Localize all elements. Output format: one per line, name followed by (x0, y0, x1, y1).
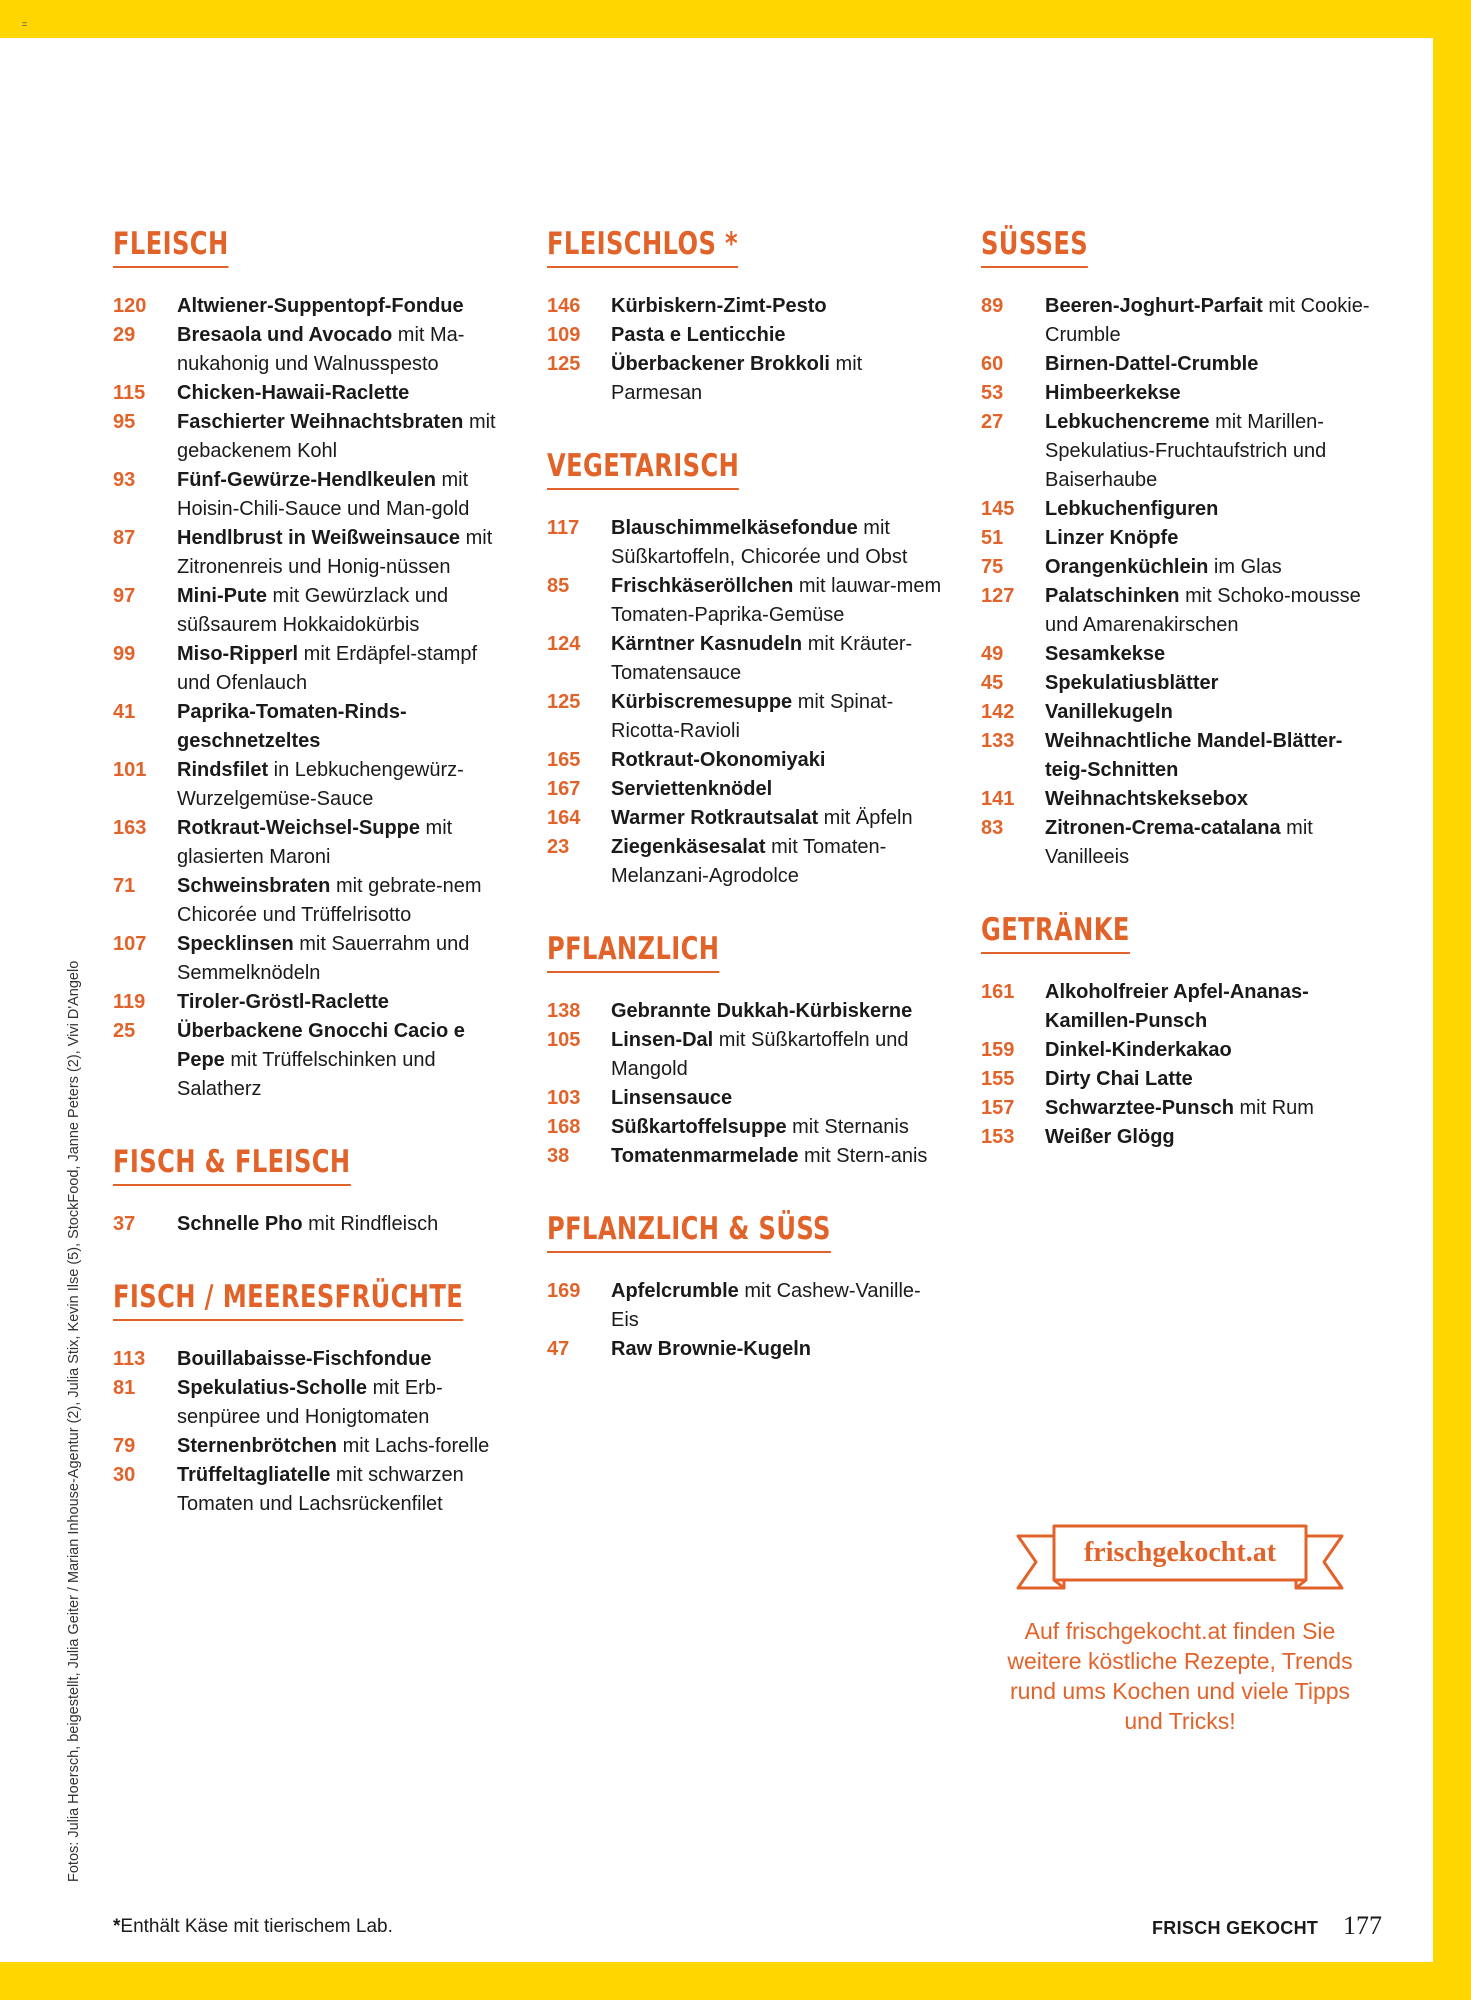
recipe-title (177, 640, 508, 698)
recipe-title (1045, 1036, 1232, 1065)
page-ref: 81 (113, 1377, 136, 1399)
recipe-entry (981, 379, 1381, 408)
page-ref: 103 (547, 1087, 581, 1109)
recipe-name: Weihnachtliche Mandel-Blätter-teig-Schnitten (1045, 730, 1343, 781)
recipe-title (177, 408, 508, 466)
recipe-entry (113, 408, 508, 466)
recipe-name: Palatschinken (1045, 585, 1180, 607)
recipe-title (611, 1084, 732, 1113)
recipe-title (611, 688, 947, 746)
recipe-entry (113, 1432, 508, 1461)
recipe-name: Miso-Ripperl (177, 643, 299, 665)
recipe-name: Altwiener-Suppentopf-Fondue (177, 295, 464, 317)
recipe-desc: mit Lachs-forelle (337, 1435, 490, 1457)
recipe-desc: mit Kräuter-Tomatensauce (611, 633, 913, 684)
page-ref: 25 (113, 1020, 136, 1042)
recipe-entry (113, 1345, 508, 1374)
page-ref: 49 (981, 643, 1004, 665)
recipe-name: Spekulatiusblätter (1045, 672, 1219, 694)
recipe-entry (981, 1065, 1381, 1094)
page-ref: 161 (981, 981, 1015, 1003)
recipe-title (611, 833, 947, 891)
recipe-title (611, 292, 827, 321)
recipe-title (611, 572, 947, 630)
recipe-desc: mit Erdäpfel-stampf und Ofenlauch (177, 643, 478, 694)
page-ref: 27 (981, 411, 1004, 433)
recipe-entry (113, 582, 508, 640)
recipe-name: Tiroler-Gröstl-Raclette (177, 991, 389, 1013)
recipe-name: Gebrannte Dukkah-Kürbiskerne (611, 1000, 913, 1022)
recipe-title (611, 321, 786, 350)
recipe-name: Faschierter Weihnachtsbraten (177, 411, 464, 433)
recipe-desc: mit glasierten Maroni (177, 817, 453, 868)
recipe-title (611, 1113, 909, 1142)
index-section (113, 226, 508, 1104)
recipe-name: Raw Brownie-Kugeln (611, 1338, 812, 1360)
page-ref: 60 (981, 353, 1004, 375)
recipe-name: Bresaola und Avocado (177, 324, 393, 346)
recipe-name: Rindsfilet (177, 759, 269, 781)
recipe-entry (981, 1036, 1381, 1065)
recipe-name: Orangenküchlein (1045, 556, 1209, 578)
recipe-entry (547, 321, 947, 350)
recipe-name: Beeren-Joghurt-Parfait (1045, 295, 1263, 317)
recipe-entry (981, 669, 1381, 698)
recipe-entry (547, 1026, 947, 1084)
page-ref: 85 (547, 575, 570, 597)
recipe-desc: mit Parmesan (611, 353, 863, 404)
recipe-entry (981, 978, 1381, 1036)
recipe-entry (547, 1335, 947, 1364)
recipe-name: Spekulatius-Scholle (177, 1377, 368, 1399)
recipe-title (611, 1277, 947, 1335)
section-title: PFLANZLICH & SÜSS (547, 1211, 831, 1253)
recipe-entry (547, 1142, 947, 1171)
recipe-entry (981, 814, 1381, 872)
recipe-desc: mit gebrate-nem Chicorée und Trüffelrisotto (177, 875, 482, 926)
recipe-entry (547, 997, 947, 1026)
recipe-desc: mit Schoko-mousse und Amarenakirschen (1045, 585, 1361, 636)
page-ref: 109 (547, 324, 581, 346)
page-ref: 51 (981, 527, 1004, 549)
recipe-name: Zitronen-Crema-catalana (1045, 817, 1281, 839)
page-ref: 146 (547, 295, 581, 317)
recipe-title (177, 1374, 508, 1432)
recipe-title (1045, 292, 1381, 350)
page-ref: 167 (547, 778, 581, 800)
recipe-entry (547, 775, 947, 804)
recipe-name: Warmer Rotkrautsalat (611, 807, 819, 829)
page-ref: 155 (981, 1068, 1015, 1090)
page-ref: 83 (981, 817, 1004, 839)
recipe-title (1045, 814, 1381, 872)
page-ref: 99 (113, 643, 136, 665)
recipe-desc: mit Tomaten-Melanzani-Agrodolce (611, 836, 887, 887)
recipe-desc: im Glas (1208, 556, 1282, 578)
corner-mark: = (22, 19, 28, 29)
index-section (547, 226, 947, 408)
page-ref: 79 (113, 1435, 136, 1457)
recipe-title (177, 1210, 438, 1239)
recipe-name: Rotkraut-Weichsel-Suppe (177, 817, 420, 839)
recipe-entry (113, 988, 508, 1017)
recipe-entry (113, 1210, 508, 1239)
recipe-name: Überbackener Brokkoli (611, 353, 830, 375)
recipe-name: Dinkel-Kinderkakao (1045, 1039, 1232, 1061)
recipe-entry (547, 746, 947, 775)
page-ref: 38 (547, 1145, 570, 1167)
page-ref: 168 (547, 1116, 581, 1138)
recipe-title (1045, 698, 1173, 727)
recipe-desc: mit Trüffelschinken und Salatherz (177, 1049, 436, 1100)
index-section (113, 1279, 508, 1519)
page-ref: 141 (981, 788, 1015, 810)
recipe-entry (113, 756, 508, 814)
recipe-title (1045, 978, 1381, 1036)
recipe-name: Rotkraut-Okonomiyaki (611, 749, 826, 771)
recipe-entry (981, 350, 1381, 379)
recipe-name: Süßkartoffelsuppe (611, 1116, 787, 1138)
page-ref: 120 (113, 295, 147, 317)
recipe-entry (981, 1094, 1381, 1123)
section-title: PFLANZLICH (547, 931, 719, 973)
recipe-desc: in Lebkuchengewürz-Wurzelgemüse-Sauce (177, 759, 464, 810)
page-ref: 53 (981, 382, 1004, 404)
section-title: FLEISCH (113, 226, 229, 268)
recipe-desc: mit Gewürzlack und süßsaurem Hokkaidokürbis (177, 585, 449, 636)
recipe-desc: mit Ma-nukahonig und Walnusspesto (177, 324, 465, 375)
section-title: GETRÄNKE (981, 912, 1130, 954)
recipe-title (177, 930, 508, 988)
recipe-entry (547, 833, 947, 891)
recipe-name: Frischkäseröllchen (611, 575, 794, 597)
recipe-entry (113, 1374, 508, 1432)
page-ref: 133 (981, 730, 1015, 752)
recipe-desc: mit Marillen-Spekulatius-Fruchtaufstrich und Baiserhaube (1045, 411, 1327, 491)
recipe-entry (981, 524, 1381, 553)
recipe-entry (981, 1123, 1381, 1152)
recipe-desc: mit gebackenem Kohl (177, 411, 496, 462)
recipe-name: Lebkuchencreme (1045, 411, 1210, 433)
page-ref: 37 (113, 1213, 136, 1235)
recipe-entry (981, 582, 1381, 640)
recipe-entry (547, 292, 947, 321)
page-ref: 101 (113, 759, 147, 781)
recipe-name: Fünf-Gewürze-Hendlkeulen (177, 469, 436, 491)
page-ref: 138 (547, 1000, 581, 1022)
recipe-entry (113, 698, 508, 756)
index-section (547, 1211, 947, 1364)
recipe-entry (113, 1461, 508, 1519)
recipe-name: Schwarztee-Punsch (1045, 1097, 1234, 1119)
recipe-title (177, 988, 389, 1017)
page-ref: 169 (547, 1280, 581, 1302)
recipe-name: Serviettenknödel (611, 778, 773, 800)
recipe-name: Himbeerkekse (1045, 382, 1181, 404)
page-ref: 71 (113, 875, 136, 897)
recipe-title (611, 1335, 811, 1364)
page-ref: 145 (981, 498, 1015, 520)
recipe-desc: mit Vanilleeis (1045, 817, 1313, 868)
recipe-entry (547, 572, 947, 630)
recipe-name: Kärntner Kasnudeln (611, 633, 803, 655)
recipe-title (611, 997, 912, 1026)
recipe-title (1045, 553, 1282, 582)
recipe-title (177, 1345, 431, 1374)
recipe-entry (113, 1017, 508, 1104)
recipe-title (611, 350, 947, 408)
recipe-entry (113, 930, 508, 988)
recipe-entry (547, 804, 947, 833)
magazine-brand: FRISCH GEKOCHT (1152, 1918, 1319, 1938)
page-number: 177 (1343, 1911, 1382, 1940)
recipe-title (1045, 785, 1248, 814)
recipe-desc: mit Stern-anis (798, 1145, 928, 1167)
recipe-desc: mit Hoisin-Chili-Sauce und Man-gold (177, 469, 470, 520)
recipe-name: Linzer Knöpfe (1045, 527, 1179, 549)
recipe-title (611, 746, 825, 775)
recipe-title (1045, 350, 1258, 379)
recipe-desc: mit schwarzen Tomaten und Lachsrückenfilet (177, 1464, 464, 1515)
recipe-desc: mit Spinat-Ricotta-Ravioli (611, 691, 894, 742)
page-ref: 124 (547, 633, 581, 655)
recipe-name: Weihnachtskeksebox (1045, 788, 1249, 810)
recipe-entry (547, 630, 947, 688)
index-section (981, 226, 1381, 872)
recipe-title (1045, 524, 1178, 553)
page-ref: 107 (113, 933, 147, 955)
recipe-name: Schnelle Pho (177, 1213, 303, 1235)
column-3 (981, 226, 1381, 1192)
recipe-name: Bouillabaisse-Fischfondue (177, 1348, 432, 1370)
recipe-title (177, 1017, 508, 1104)
recipe-desc: mit Sauerrahm und Semmelknödeln (177, 933, 470, 984)
recipe-title (1045, 379, 1181, 408)
recipe-name: Sesamkekse (1045, 643, 1166, 665)
recipe-entry (981, 785, 1381, 814)
page-ref: 45 (981, 672, 1004, 694)
recipe-desc: mit Süßkartoffeln, Chicorée und Obst (611, 517, 908, 568)
recipe-entry (981, 553, 1381, 582)
index-section (981, 912, 1381, 1152)
recipe-entry (113, 640, 508, 698)
recipe-entry (547, 1277, 947, 1335)
recipe-desc: mit Cookie-Crumble (1045, 295, 1370, 346)
recipe-name: Dirty Chai Latte (1045, 1068, 1193, 1090)
recipe-title (1045, 1065, 1193, 1094)
page-ref: 115 (113, 382, 146, 404)
page-ref: 125 (547, 353, 581, 375)
page-ref: 41 (113, 701, 136, 723)
recipe-name: Hendlbrust in Weißweinsauce (177, 527, 461, 549)
footnote-star: * (113, 1916, 121, 1937)
recipe-name: Lebkuchenfiguren (1045, 498, 1219, 520)
recipe-name: Alkoholfreier Apfel-Ananas-Kamillen-Punsch (1045, 981, 1309, 1032)
index-section (547, 931, 947, 1171)
recipe-desc: mit Erb-senpüree und Honigtomaten (177, 1377, 443, 1428)
recipe-name: Trüffeltagliatelle (177, 1464, 331, 1486)
photo-credits: Fotos: Julia Hoersch, beigestellt, Julia Geiter / Marian Inhouse-Agentur (2), Julia Stix, Kevin Ilse (5), StockFood, Janne Peters (2), Vivi D'Angelo (66, 960, 82, 1882)
recipe-title (1045, 495, 1218, 524)
page-ref: 30 (113, 1464, 136, 1486)
recipe-name: Weißer Glögg (1045, 1126, 1175, 1148)
index-section (113, 1144, 508, 1239)
recipe-name: Pasta e Lenticchie (611, 324, 786, 346)
recipe-title (177, 524, 508, 582)
recipe-entry (981, 495, 1381, 524)
recipe-desc: mit Äpfeln (818, 807, 913, 829)
recipe-entry (981, 292, 1381, 350)
page-ref: 127 (981, 585, 1015, 607)
recipe-name: Birnen-Dattel-Crumble (1045, 353, 1259, 375)
page-ref: 159 (981, 1039, 1015, 1061)
recipe-name: Chicken-Hawaii-Raclette (177, 382, 410, 404)
page-ref: 105 (547, 1029, 581, 1051)
recipe-title (177, 1461, 508, 1519)
recipe-title (611, 514, 947, 572)
recipe-name: Sternenbrötchen (177, 1435, 338, 1457)
recipe-title (1045, 727, 1381, 785)
section-title: FLEISCHLOS * (547, 226, 738, 268)
recipe-desc: mit Rindfleisch (302, 1213, 439, 1235)
recipe-entry (981, 640, 1381, 669)
recipe-title (611, 1142, 927, 1171)
recipe-title (611, 630, 947, 688)
page-ref: 119 (113, 991, 146, 1013)
page-ref: 89 (981, 295, 1004, 317)
page-ref: 113 (113, 1348, 146, 1370)
section-title: FISCH & FLEISCH (113, 1144, 351, 1186)
recipe-title (611, 804, 913, 833)
recipe-entry (981, 727, 1381, 785)
recipe-entry (113, 466, 508, 524)
website-link[interactable]: frischgekocht.at (1083, 1537, 1277, 1568)
recipe-name: Paprika-Tomaten-Rinds-geschnetzeltes (177, 701, 407, 752)
recipe-title (177, 582, 508, 640)
recipe-title (177, 814, 508, 872)
recipe-title (177, 756, 508, 814)
page-ref: 75 (981, 556, 1004, 578)
recipe-name: Kürbiscremesuppe (611, 691, 793, 713)
column-1 (113, 226, 508, 1559)
recipe-title (611, 1026, 947, 1084)
section-title: VEGETARISCH (547, 448, 739, 490)
recipe-entry (113, 379, 508, 408)
page-ref: 157 (981, 1097, 1015, 1119)
recipe-name: Kürbiskern-Zimt-Pesto (611, 295, 827, 317)
page-ref: 117 (547, 517, 580, 539)
page-ref: 97 (113, 585, 136, 607)
recipe-name: Mini-Pute (177, 585, 267, 607)
recipe-title (1045, 408, 1381, 495)
recipe-name: Ziegenkäsesalat (611, 836, 766, 858)
page-ref: 29 (113, 324, 136, 346)
recipe-title (1045, 1094, 1314, 1123)
footnote (113, 1916, 393, 1938)
recipe-name: Schweinsbraten (177, 875, 331, 897)
page-ref: 47 (547, 1338, 570, 1360)
recipe-entry (547, 350, 947, 408)
promo-text: Auf frischgekocht.at finden Sie weitere köstliche Rezepte, Trends rund ums Kochen und viele Tipps und Tricks! (1007, 1618, 1353, 1734)
page-ref: 165 (547, 749, 581, 771)
recipe-name: Apfelcrumble (611, 1280, 739, 1302)
recipe-name: Überbackene Gnocchi Cacio e Pepe (177, 1020, 465, 1071)
page-ref: 93 (113, 469, 136, 491)
recipe-desc: mit Süßkartoffeln und Mangold (611, 1029, 909, 1080)
recipe-name: Blauschimmelkäsefondue (611, 517, 858, 539)
index-section (547, 448, 947, 891)
recipe-desc: mit lauwar-mem Tomaten-Paprika-Gemüse (611, 575, 942, 626)
recipe-title (1045, 582, 1381, 640)
recipe-desc: mit Zitronenreis und Honig-nüssen (177, 527, 493, 578)
page-ref: 23 (547, 836, 570, 858)
page-ref: 125 (547, 691, 581, 713)
section-title: SÜSSES (981, 226, 1088, 268)
recipe-entry (113, 292, 508, 321)
recipe-entry (547, 688, 947, 746)
footnote-text: Enthält Käse mit tierischem Lab. (120, 1916, 393, 1937)
recipe-name: Linsen-Dal (611, 1029, 714, 1051)
page-ref: 153 (981, 1126, 1015, 1148)
section-title: FISCH / MEERESFRÜCHTE (113, 1279, 463, 1321)
recipe-title (177, 698, 508, 756)
page-ref: 87 (113, 527, 136, 549)
recipe-name: Linsensauce (611, 1087, 733, 1109)
recipe-desc: mit Sternanis (786, 1116, 909, 1138)
recipe-entry (547, 1113, 947, 1142)
recipe-entry (113, 524, 508, 582)
recipe-entry (113, 814, 508, 872)
page-ref: 164 (547, 807, 581, 829)
recipe-title (611, 775, 772, 804)
recipe-name: Tomatenmarmelade (611, 1145, 799, 1167)
recipe-title (177, 379, 409, 408)
page-ref: 142 (981, 701, 1015, 723)
column-2 (547, 226, 947, 1404)
recipe-name: Specklinsen (177, 933, 294, 955)
recipe-title (177, 466, 508, 524)
recipe-title (1045, 640, 1165, 669)
page-ref: 163 (113, 817, 147, 839)
recipe-title (1045, 1123, 1175, 1152)
recipe-name: Vanillekugeln (1045, 701, 1173, 723)
recipe-title (1045, 669, 1218, 698)
recipe-title (177, 872, 508, 930)
recipe-entry (547, 1084, 947, 1113)
recipe-title (177, 321, 508, 379)
recipe-entry (981, 408, 1381, 495)
recipe-entry (113, 872, 508, 930)
recipe-desc: mit Rum (1233, 1097, 1314, 1119)
recipe-title (177, 292, 464, 321)
recipe-desc: mit Cashew-Vanille-Eis (611, 1280, 921, 1331)
recipe-entry (113, 321, 508, 379)
recipe-entry (981, 698, 1381, 727)
page-ref: 95 (113, 411, 136, 433)
recipe-entry (547, 514, 947, 572)
recipe-title (177, 1432, 489, 1461)
